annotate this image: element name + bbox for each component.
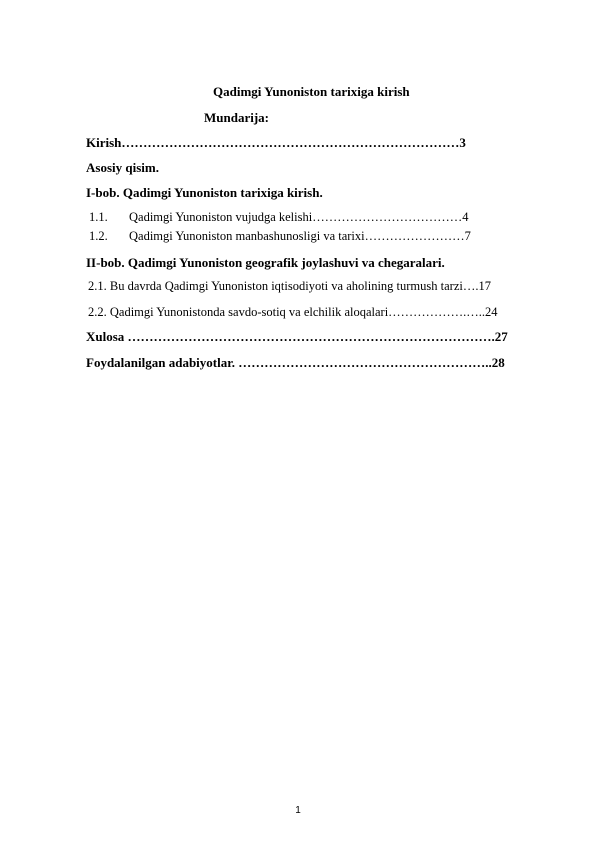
toc-item-text: Qadimgi Yunoniston vujudga kelishi………………………………4 — [129, 210, 469, 224]
toc-heading: Mundarija: — [204, 110, 269, 125]
toc-entry-chapter-2: II-bob. Qadimgi Yunoniston geografik joylashuvi va chegaralari. — [86, 255, 445, 270]
toc-entry-chapter-1: I-bob. Qadimgi Yunoniston tarixiga kirish. — [86, 185, 323, 200]
toc-entry-main-part: Asosiy qisim. — [86, 160, 159, 175]
toc-entry-2-1: 2.1. Bu davrda Qadimgi Yunoniston iqtisodiyoti va aholining turmush tarzi….17 — [88, 279, 491, 293]
document-title: Qadimgi Yunoniston tarixiga kirish — [213, 84, 410, 99]
page-number: 1 — [295, 805, 301, 816]
toc-entry-references: Foydalanilgan adabiyotlar. …………………………………………………..28 — [86, 355, 505, 370]
toc-entry-1-1 — [89, 209, 468, 225]
toc-entry-2-2: 2.2. Qadimgi Yunonistonda savdo-sotiq va elchilik aloqalari……………….…..24 — [88, 305, 498, 319]
toc-entry-conclusion: Xulosa ………………………………………………………………………….27 — [86, 329, 508, 344]
toc-entry-1-2 — [89, 228, 471, 244]
toc-item-number: 1.2. — [89, 229, 108, 243]
toc-item-number: 1.1. — [89, 210, 108, 224]
toc-item-text: Qadimgi Yunoniston manbashunosligi va tarixi……………………7 — [129, 229, 471, 243]
toc-entry-intro: Kirish……………………………………………………………………3 — [86, 135, 466, 150]
